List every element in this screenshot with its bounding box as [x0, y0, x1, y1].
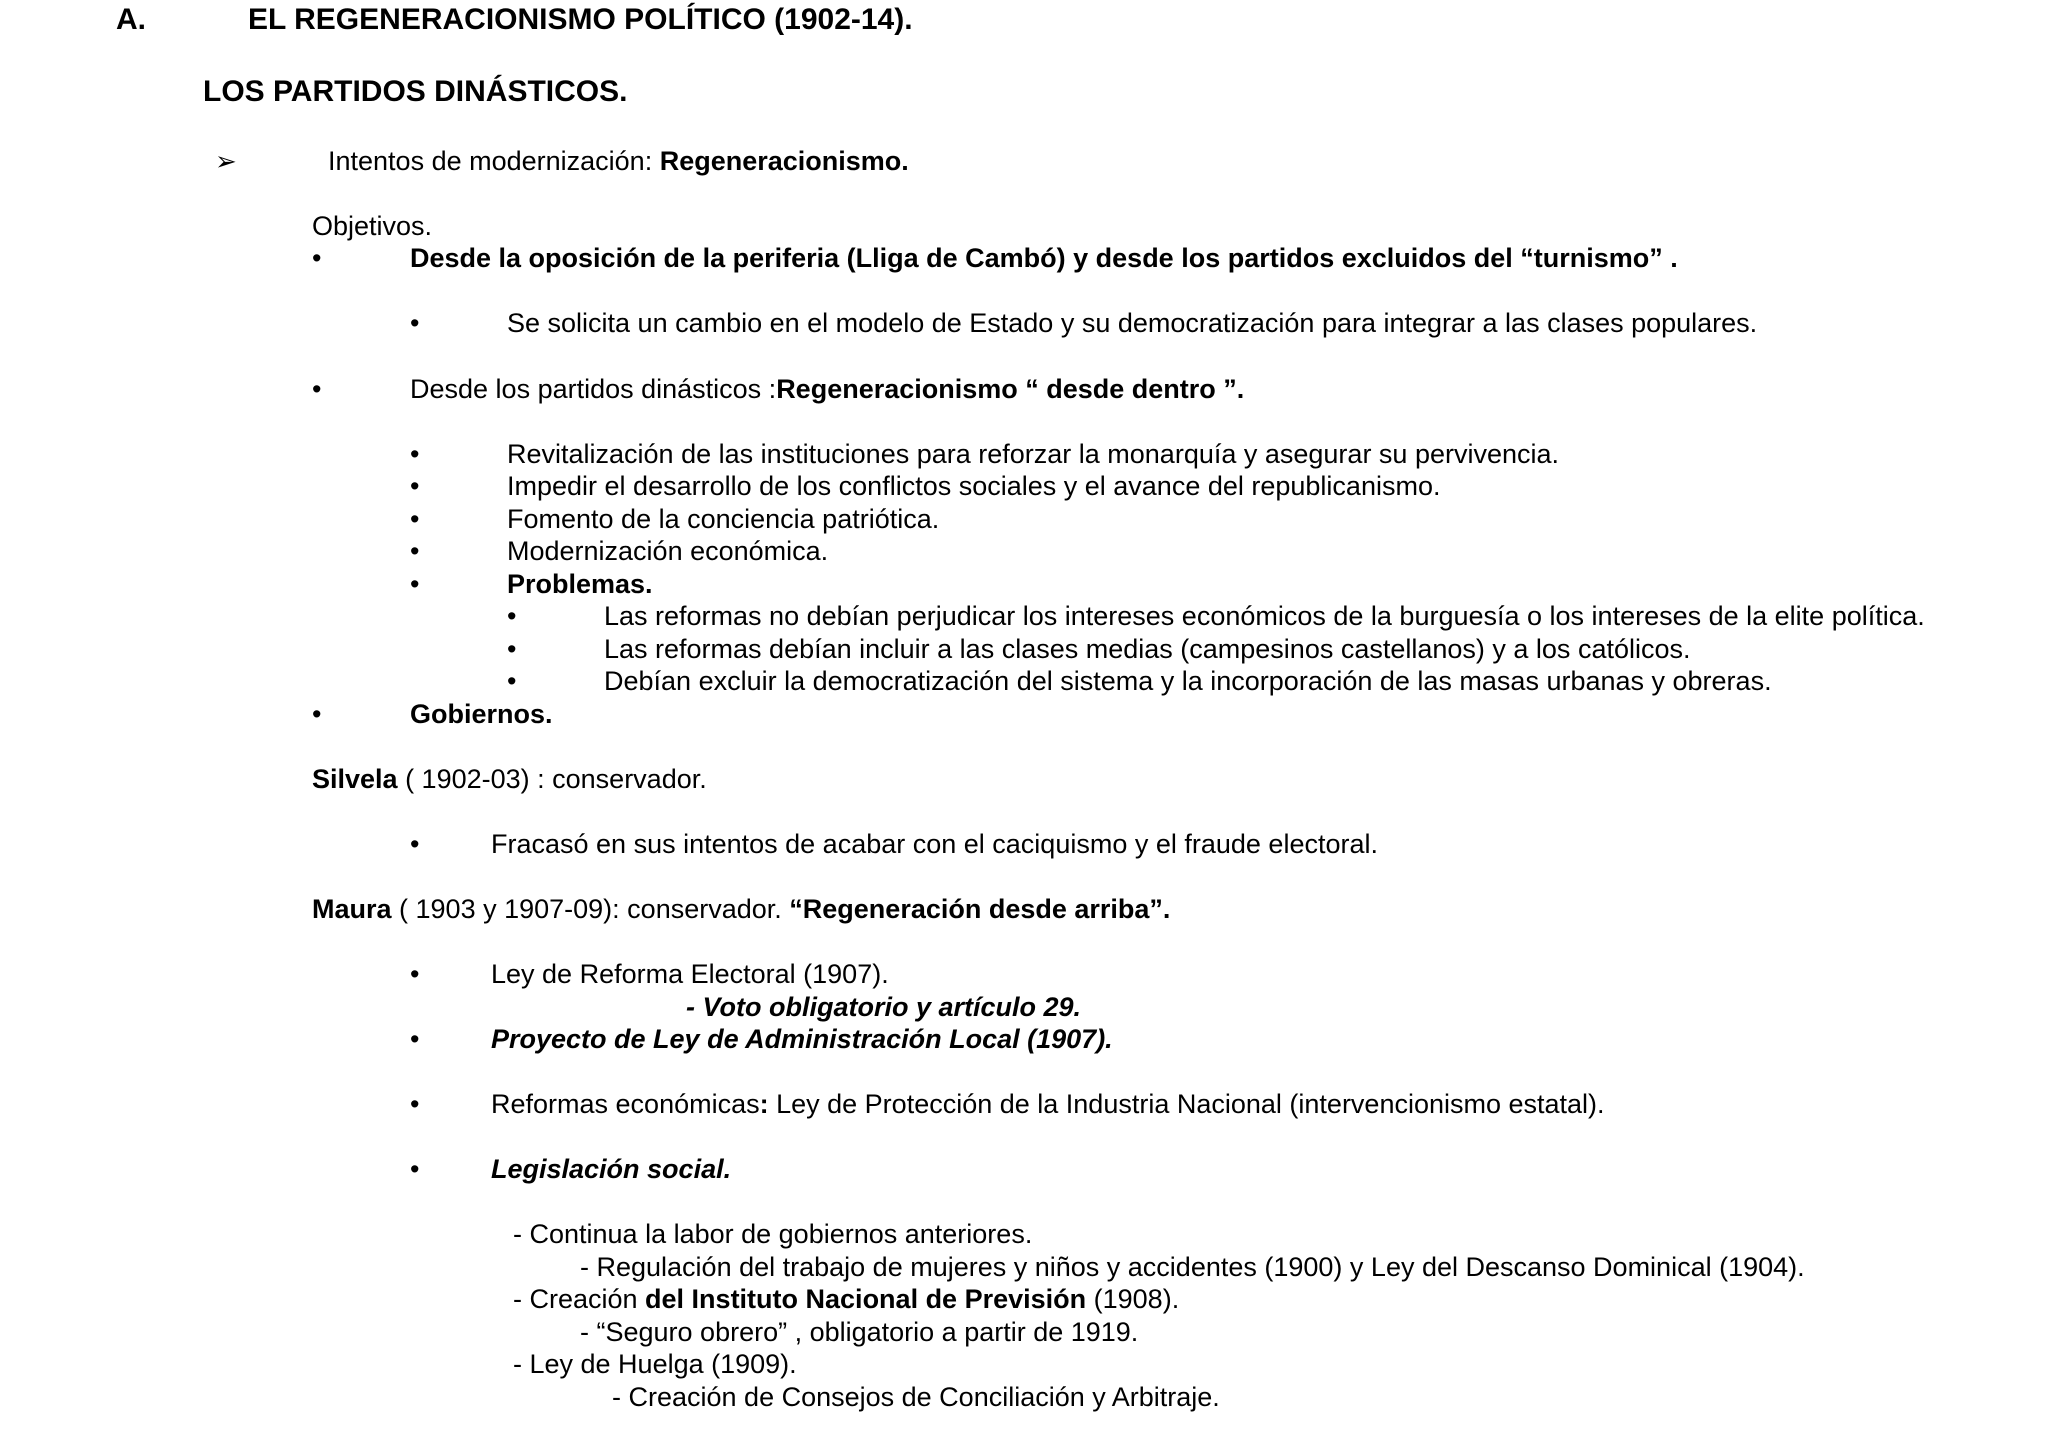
admin-local: Proyecto de Ley de Administración Local (1907).: [491, 1024, 1113, 1054]
bullet-icon: •: [410, 504, 420, 534]
reformas-line: [491, 1088, 1605, 1120]
bullet-icon: •: [410, 536, 420, 566]
objetivos-label: Objetivos.: [312, 211, 433, 241]
bullet-icon: •: [507, 634, 517, 664]
dinasticos-line: [410, 373, 1244, 405]
problemas-label: Problemas.: [507, 569, 653, 599]
section-title: EL REGENERACIONISMO POLÍTICO (1902-14).: [248, 3, 913, 36]
periferia-sub: Se solicita un cambio en el modelo de Estado y su democratización para integrar a las clases populares.: [507, 308, 1758, 338]
bullet-icon: •: [410, 1024, 420, 1054]
consejos-line: - Creación de Consejos de Conciliación y Arbitraje.: [612, 1382, 1220, 1412]
list-item: Impedir el desarrollo de los conflictos sociales y el avance del republicanismo.: [507, 471, 1441, 501]
creacion-a: - Creación: [513, 1284, 646, 1314]
voto-obligatorio: - Voto obligatorio y artículo 29.: [686, 992, 1082, 1022]
bullet-icon: •: [410, 1154, 420, 1184]
creacion-b: del Instituto Nacional de Previsión: [645, 1284, 1087, 1314]
bullet-icon: •: [410, 569, 420, 599]
gobiernos-label: Gobiernos.: [410, 699, 553, 729]
bullet-icon: •: [410, 1089, 420, 1119]
bullet-icon: •: [410, 959, 420, 989]
subheading: LOS PARTIDOS DINÁSTICOS.: [203, 75, 628, 108]
bullet-icon: •: [410, 439, 420, 469]
silvela-item: Fracasó en sus intentos de acabar con el caciquismo y el fraude electoral.: [491, 829, 1378, 859]
ley-electoral: Ley de Reforma Electoral (1907).: [491, 959, 889, 989]
creacion-c: (1908).: [1086, 1284, 1180, 1314]
bullet-icon: •: [312, 699, 322, 729]
maura-line: [312, 893, 1170, 925]
list-item: Las reformas no debían perjudicar los intereses económicos de la burguesía o los intereses de la elite política.: [604, 601, 1925, 631]
maura-name: Maura: [312, 894, 392, 924]
intro-bold: Regeneracionismo.: [659, 146, 909, 176]
bullet-icon: •: [312, 374, 322, 404]
bullet-icon: •: [410, 829, 420, 859]
reformas-colon: :: [759, 1089, 769, 1119]
bullet-icon: •: [312, 243, 322, 273]
silvela-name: Silvela: [312, 764, 398, 794]
list-item: Revitalización de las instituciones para reforzar la monarquía y asegurar su pervivencia.: [507, 439, 1560, 469]
creacion-line: [513, 1283, 1179, 1315]
reformas-label: Reformas económicas: [491, 1089, 760, 1119]
list-item: Modernización económica.: [507, 536, 829, 566]
bullet-icon: •: [410, 308, 420, 338]
dinasticos-bold: Regeneracionismo “ desde dentro ”.: [776, 374, 1245, 404]
seguro-line: - “Seguro obrero” , obligatorio a partir de 1919.: [580, 1317, 1139, 1347]
intro-line: [328, 145, 909, 177]
section-letter: A.: [116, 3, 146, 36]
intro-text: Intentos de modernización:: [328, 146, 660, 176]
arrow-bullet-icon: ➢: [215, 146, 237, 176]
huelga-line: - Ley de Huelga (1909).: [513, 1349, 797, 1379]
dinasticos-text: Desde los partidos dinásticos :: [410, 374, 777, 404]
silvela-line: [312, 763, 707, 795]
list-item: Fomento de la conciencia patriótica.: [507, 504, 940, 534]
reformas-text: Ley de Protección de la Industria Nacional (intervencionismo estatal).: [768, 1089, 1605, 1119]
maura-motto: “Regeneración desde arriba”.: [789, 894, 1171, 924]
continua-line: - Continua la labor de gobiernos anteriores.: [513, 1219, 1033, 1249]
list-item: Las reformas debían incluir a las clases medias (campesinos castellanos) y a los católicos.: [604, 634, 1691, 664]
bullet-icon: •: [507, 601, 517, 631]
bullet-icon: •: [507, 666, 517, 696]
bullet-icon: •: [410, 471, 420, 501]
silvela-rest: ( 1902-03) : conservador.: [397, 764, 707, 794]
periferia-text: Desde la oposición de la periferia (Lliga de Cambó) y desde los partidos excluidos del “turnismo” .: [410, 243, 1678, 273]
list-item: Debían excluir la democratización del sistema y la incorporación de las masas urbanas y obreras.: [604, 666, 1772, 696]
maura-rest: ( 1903 y 1907-09): conservador.: [391, 894, 790, 924]
regulacion-line: - Regulación del trabajo de mujeres y niños y accidentes (1900) y Ley del Descanso Dominical (1904).: [580, 1252, 1805, 1282]
legislacion-label: Legislación social.: [491, 1154, 732, 1184]
